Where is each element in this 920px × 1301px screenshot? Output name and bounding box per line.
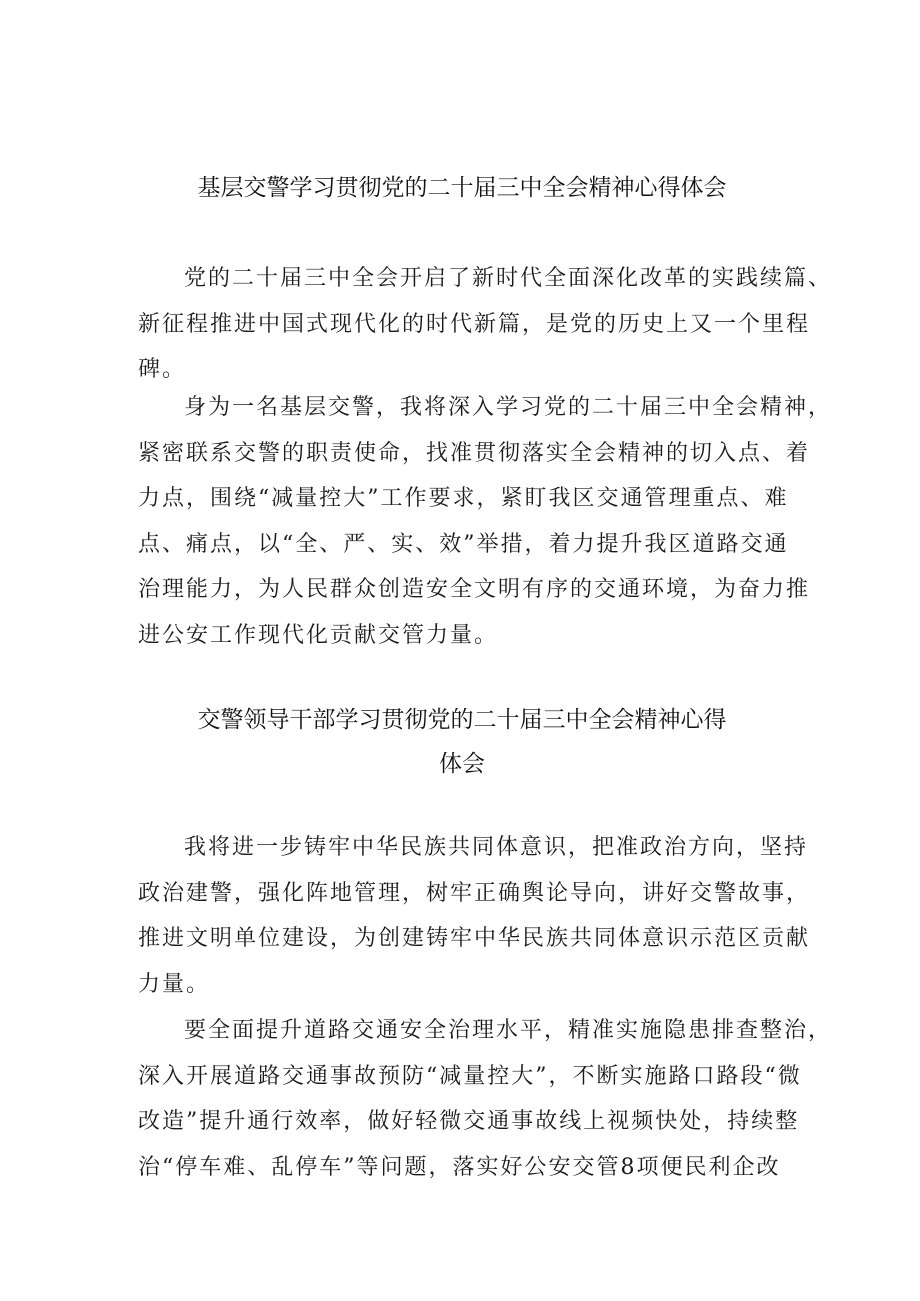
paragraph-line: 进公安工作现代化贡献交管力量。 (138, 622, 499, 648)
paragraph-line: 身为一名基层交警，我将深入学习党的二十届三中全会精神， (184, 395, 833, 420)
paragraph-line: 治“停车难、乱停车”等问题，落实好公安交管8项便民利企改 (138, 1154, 781, 1180)
paragraph-line: 我将进一步铸牢中华民族共同体意识，把准政治方向，坚持 (184, 835, 809, 860)
paragraph-line: 要全面提升道路交通安全治理水平，精准实施隐患排查整治， (184, 1018, 833, 1043)
paragraph-line: 推进文明单位建设，为创建铸牢中华民族共同体意识示范区贡献 (138, 926, 811, 951)
paragraph-line: 力点，围绕“减量控大”工作要求，紧盯我区交通管理重点、难 (138, 486, 789, 511)
article-1-paragraph-2 (138, 385, 833, 658)
paragraph-line: 力量。 (138, 971, 211, 997)
article-2-paragraph-1 (138, 825, 811, 1007)
paragraph-line: 政治建警，强化阵地管理，树牢正确舆论导向，讲好交警故事， (138, 880, 811, 906)
article-1-paragraph-1 (138, 256, 833, 393)
paragraph-line: 点、痛点，以“全、严、实、效”举措，着力提升我区道路交通 (138, 531, 789, 557)
paragraph-line: 新征程推进中国式现代化的时代新篇，是党的历史上又一个里程 (138, 311, 811, 337)
paragraph-line: 党的二十届三中全会开启了新时代全面深化改革的实践续篇、 (184, 266, 833, 291)
article-2-title-line: 体会 (439, 751, 485, 777)
paragraph-line: 碑。 (138, 357, 187, 382)
article-2-title-line: 交警领导干部学习贯彻党的二十届三中全会精神心得 (197, 707, 727, 733)
article-1-title (138, 166, 786, 210)
paragraph-line: 紧密联系交警的职责使命，找准贯彻落实全会精神的切入点、着 (138, 440, 811, 466)
paragraph-line: 改造”提升通行效率，做好轻微交通事故线上视频快处，持续整 (138, 1109, 800, 1134)
paragraph-line: 治理能力，为人民群众创造安全文明有序的交通环境，为奋力推 (138, 577, 811, 602)
article-2-paragraph-2 (138, 1008, 833, 1190)
article-2-title (138, 698, 786, 786)
article-1-title-text: 基层交警学习贯彻党的二十届三中全会精神心得体会 (197, 175, 727, 201)
paragraph-line: 深入开展道路交通事故预防“减量控大”，不断实施路口路段“微 (138, 1063, 802, 1089)
